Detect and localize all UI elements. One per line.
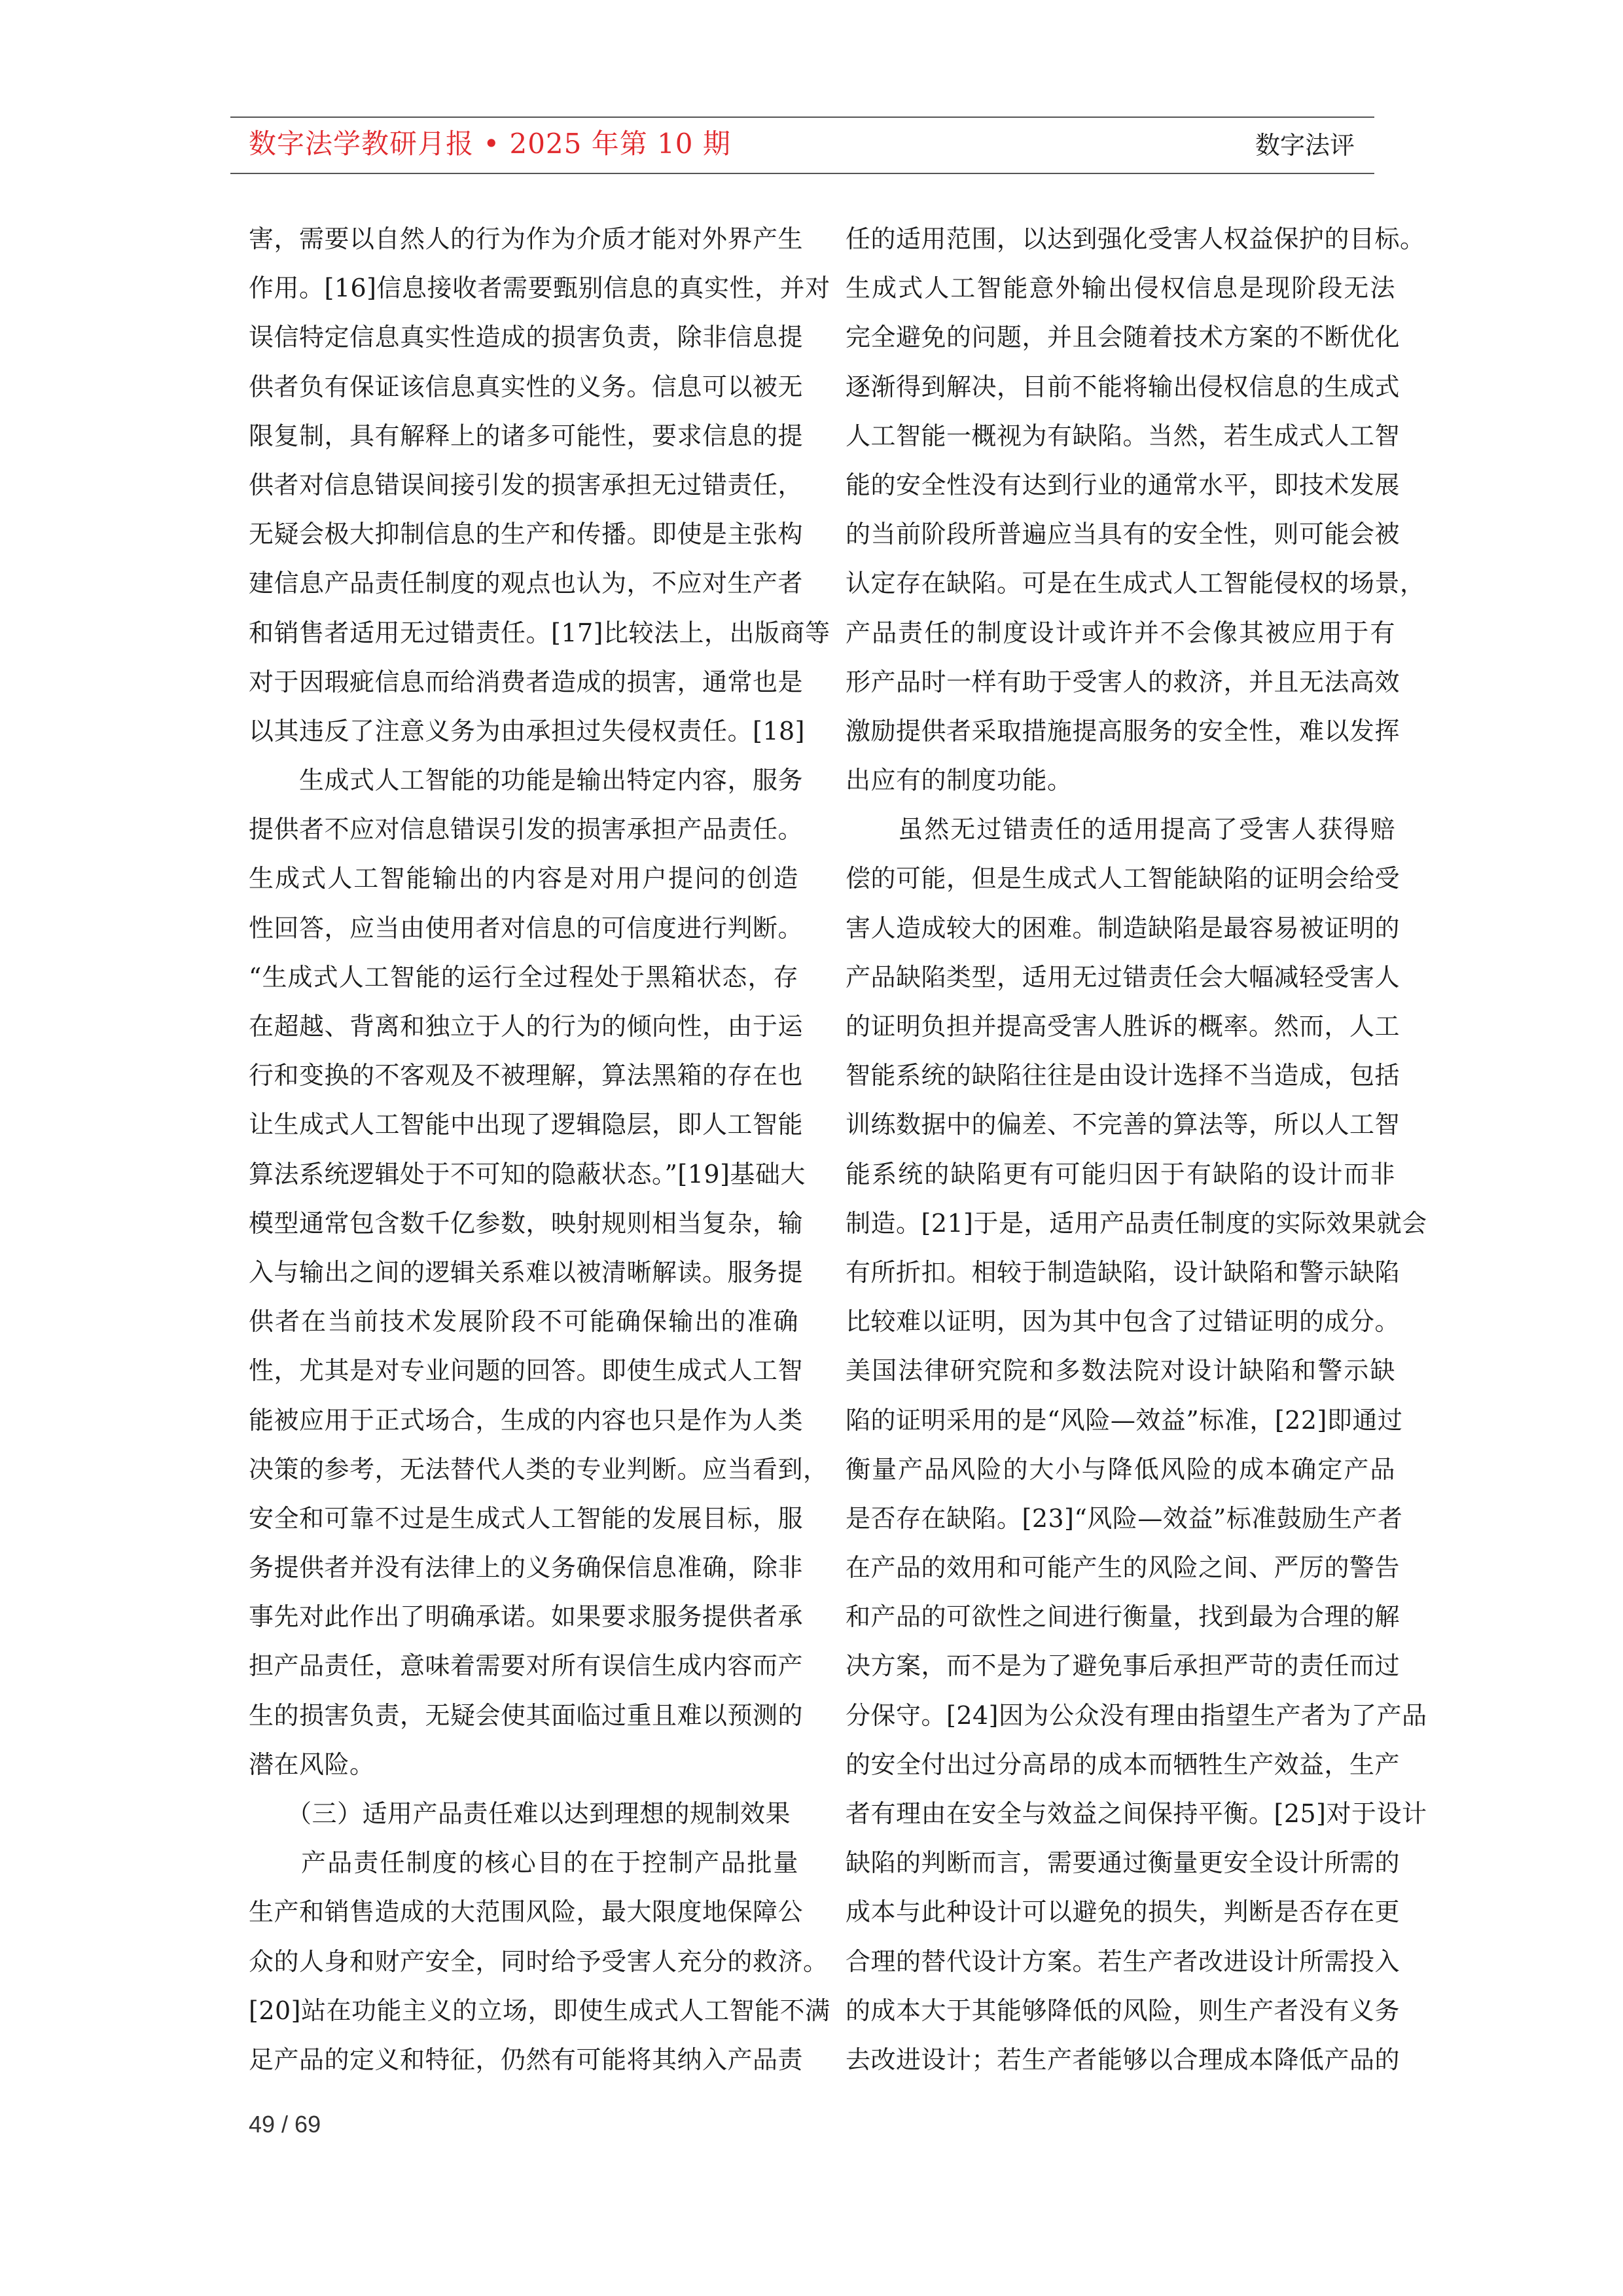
right-column-line: 成本与此种设计可以避免的损失，判断是否存在更 [846,1897,1400,1927]
left-column-line: 误信特定信息真实性造成的损害负责，除非信息提 [249,323,804,352]
right-column-line: 是否存在缺陷。[23]“风险—效益”标准鼓励生产者 [846,1503,1403,1533]
left-column-line: 算法系统逻辑处于不可知的隐蔽状态。”[19]基础大 [249,1159,806,1189]
left-column-line: 入与输出之间的逻辑关系难以被清晰解读。服务提 [249,1257,804,1287]
right-column-line: 智能系统的缺陷往往是由设计选择不当造成，包括 [846,1061,1400,1090]
left-column-line: 在超越、背离和独立于人的行为的倾向性，由于运 [249,1012,804,1041]
right-column-line: 训练数据中的偏差、不完善的算法等，所以人工智 [846,1110,1400,1139]
right-column-line: 的成本大于其能够降低的风险，则生产者没有义务 [846,1996,1400,2025]
left-column-line: 安全和可靠不过是生成式人工智能的发展目标，服 [249,1503,804,1533]
journal-title: 数字法学教研月报 • 2025 年第 10 期 [249,128,731,160]
right-column-line: 制造。[21]于是，适用产品责任制度的实际效果就会 [846,1208,1427,1238]
left-column-line: 能被应用于正式场合，生成的内容也只是作为人类 [249,1405,804,1435]
right-column-line: 有所折扣。相较于制造缺陷，设计缺陷和警示缺陷 [846,1257,1400,1287]
right-column-line: 美国法律研究院和多数法院对设计缺陷和警示缺 [846,1356,1395,1386]
left-column-line: 限复制，具有解释上的诸多可能性，要求信息的提 [249,421,804,450]
right-column-line: 分保守。[24]因为公众没有理由指望生产者为了产品 [846,1700,1427,1730]
right-column-line: 产品缺陷类型，适用无过错责任会大幅减轻受害人 [846,962,1400,992]
right-column-line: 偿的可能，但是生成式人工智能缺陷的证明会给受 [846,864,1400,893]
right-column-line: 在产品的效用和可能产生的风险之间、严厉的警告 [846,1553,1400,1583]
right-column-line: 缺陷的判断而言，需要通过衡量更安全设计所需的 [846,1848,1400,1878]
right-column-line: 产品责任的制度设计或许并不会像其被应用于有 [846,618,1395,647]
left-column-line: 担产品责任，意味着需要对所有误信生成内容而产 [249,1651,804,1681]
left-column-line: 众的人身和财产安全，同时给予受害人充分的救济。 [249,1946,829,1976]
right-column-line: 的当前阶段所普遍应当具有的安全性，则可能会被 [846,520,1400,549]
left-column-line: （三）适用产品责任难以达到理想的规制效果 [249,1799,791,1828]
left-column-line: 让生成式人工智能中出现了逻辑隐层，即人工智能 [249,1110,804,1139]
right-column-line: 合理的替代设计方案。若生产者改进设计所需投入 [846,1946,1400,1976]
header-top-rule [230,117,1374,118]
right-column-line: 和产品的可欲性之间进行衡量，找到最为合理的解 [846,1602,1400,1632]
left-column-line: “生成式人工智能的运行全过程处于黑箱状态，存 [249,962,798,992]
right-column-line: 者有理由在安全与效益之间保持平衡。[25]对于设计 [846,1799,1427,1828]
right-text-column [846,215,1427,2085]
left-column-line: 生产和销售造成的大范围风险，最大限度地保障公 [249,1897,804,1927]
right-column-line: 逐渐得到解决，目前不能将输出侵权信息的生成式 [846,372,1400,401]
left-column-line: [20]站在功能主义的立场，即使生成式人工智能不满 [249,1996,830,2025]
right-column-line: 人工智能一概视为有缺陷。当然，若生成式人工智 [846,421,1400,450]
right-column-line: 的安全付出过分高昂的成本而牺牲生产效益，生产 [846,1749,1400,1779]
right-column-line: 任的适用范围，以达到强化受害人权益保护的目标。 [846,224,1425,253]
left-column-line: 模型通常包含数千亿参数，映射规则相当复杂，输 [249,1208,804,1238]
left-column-line: 性，尤其是对专业问题的回答。即使生成式人工智 [249,1356,804,1386]
section-label: 数字法评 [1255,131,1355,160]
right-column-line: 认定存在缺陷。可是在生成式人工智能侵权的场景， [846,569,1425,598]
right-column-line: 形产品时一样有助于受害人的救济，并且无法高效 [846,667,1400,696]
left-column-line: 行和变换的不客观及不被理解，算法黑箱的存在也 [249,1061,804,1090]
left-column-line: 供者对信息错误间接引发的损害承担无过错责任， [249,470,804,499]
left-column-line: 提供者不应对信息错误引发的损害承担产品责任。 [249,815,804,844]
left-column-line: 事先对此作出了明确承诺。如果要求服务提供者承 [249,1602,804,1632]
right-column-line: 比较难以证明，因为其中包含了过错证明的成分。 [846,1307,1400,1336]
left-column-line: 务提供者并没有法律上的义务确保信息准确，除非 [249,1553,804,1583]
left-column-line: 生成式人工智能输出的内容是对用户提问的创造 [249,864,798,893]
left-column-line: 作用。[16]信息接收者需要甄别信息的真实性，并对 [249,274,830,303]
right-column-line: 的证明负担并提高受害人胜诉的概率。然而，人工 [846,1012,1400,1041]
left-column-line: 生成式人工智能的功能是输出特定内容，服务 [249,766,804,795]
left-column-line: 足产品的定义和特征，仍然有可能将其纳入产品责 [249,2045,804,2074]
left-column-line: 无疑会极大抑制信息的生产和传播。即使是主张构 [249,520,804,549]
left-column-line: 供者在当前技术发展阶段不可能确保输出的准确 [249,1307,798,1336]
right-column-line: 激励提供者采取措施提高服务的安全性，难以发挥 [846,716,1400,745]
left-column-line: 产品责任制度的核心目的在于控制产品批量 [249,1848,798,1878]
right-column-line: 出应有的制度功能。 [846,766,1073,795]
left-column-line: 供者负有保证该信息真实性的义务。信息可以被无 [249,372,804,401]
right-column-line: 衡量产品风险的大小与降低风险的成本确定产品 [846,1454,1395,1484]
right-column-line: 完全避免的问题，并且会随着技术方案的不断优化 [846,323,1400,352]
right-column-line: 虽然无过错责任的适用提高了受害人获得赔 [846,815,1395,844]
page-number: 49 / 69 [249,2111,321,2138]
left-column-line: 和销售者适用无过错责任。[17]比较法上，出版商等 [249,618,830,647]
right-column-line: 害人造成较大的困难。制造缺陷是最容易被证明的 [846,913,1400,942]
left-column-line: 对于因瑕疵信息而给消费者造成的损害，通常也是 [249,667,804,696]
left-column-line: 性回答，应当由使用者对信息的可信度进行判断。 [249,913,804,942]
left-column-line: 生的损害负责，无疑会使其面临过重且难以预测的 [249,1700,804,1730]
right-column-line: 生成式人工智能意外输出侵权信息是现阶段无法 [846,274,1395,303]
left-text-column [249,215,830,2085]
header-bottom-rule [230,173,1374,174]
right-column-line: 去改进设计；若生产者能够以合理成本降低产品的 [846,2045,1400,2074]
left-column-line: 建信息产品责任制度的观点也认为，不应对生产者 [249,569,804,598]
left-column-line: 潜在风险。 [249,1749,375,1779]
right-column-line: 能系统的缺陷更有可能归因于有缺陷的设计而非 [846,1159,1395,1189]
left-column-line: 决策的参考，无法替代人类的专业判断。应当看到， [249,1454,829,1484]
right-column-line: 决方案，而不是为了避免事后承担严苛的责任而过 [846,1651,1400,1681]
left-column-line: 害，需要以自然人的行为作为介质才能对外界产生 [249,224,804,253]
right-column-line: 陷的证明采用的是“风险—效益”标准，[22]即通过 [846,1405,1403,1435]
right-column-line: 能的安全性没有达到行业的通常水平，即技术发展 [846,470,1400,499]
left-column-line: 以其违反了注意义务为由承担过失侵权责任。[18] [249,716,806,745]
